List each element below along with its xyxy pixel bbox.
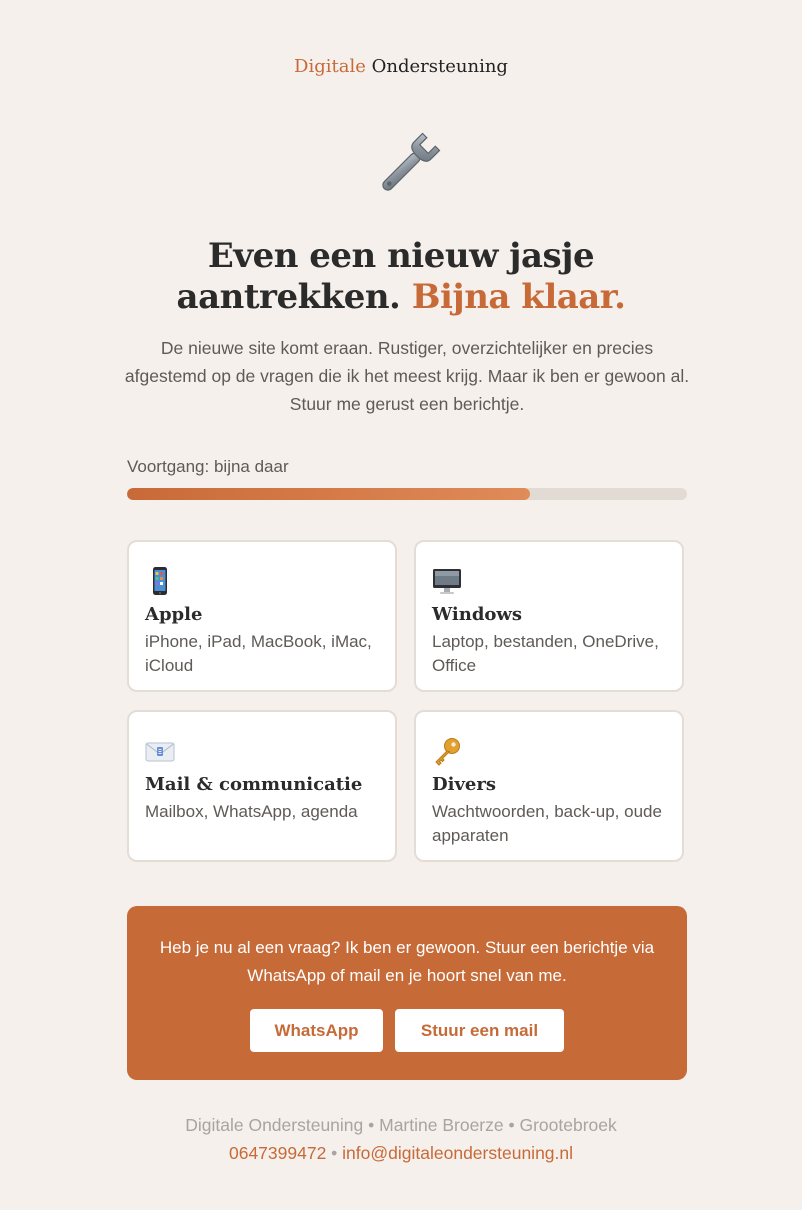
brand-logo[interactable] (0, 56, 802, 77)
whatsapp-button[interactable]: WhatsApp (250, 1009, 383, 1052)
footer-info (0, 1115, 802, 1136)
headline-accent: Bijna klaar. (411, 277, 626, 317)
card-divers[interactable] (414, 710, 684, 862)
smartphone-icon (145, 566, 175, 596)
card-desc: Wachtwoorden, back-up, oude apparaten (432, 802, 662, 845)
intro-text: De nieuwe site komt eraan. Rustiger, overzichtelijker en precies afgestemd op de vragen die ik het meest krijg. Maar ik ben er gewoon al. Stuur me gerust een berichtje. (124, 338, 690, 414)
card-desc: Mailbox, WhatsApp, agenda (145, 802, 358, 821)
key-icon (432, 736, 462, 766)
headline-plain: aantrekken. (176, 277, 401, 317)
page-headline (0, 236, 802, 318)
footer-place: Grootebroek (519, 1115, 617, 1135)
card-desc: iPhone, iPad, MacBook, iMac, iCloud (145, 632, 372, 675)
cta-text: Heb je nu al een vraag? Ik ben er gewoon. Stuur een berichtje via WhatsApp of mail en je hoort snel van me. (159, 938, 655, 985)
card-apple[interactable] (127, 540, 397, 692)
footer-sep: • (503, 1115, 520, 1135)
card-mail[interactable] (127, 710, 397, 862)
brand-second: Ondersteuning (371, 56, 508, 77)
contact-cta (127, 906, 687, 1080)
footer-contact (0, 1143, 802, 1164)
desktop-icon (432, 566, 462, 596)
mail-button[interactable]: Stuur een mail (395, 1009, 564, 1052)
progress-bar (127, 488, 687, 500)
card-title: Divers (432, 774, 496, 795)
footer-name: Digitale Ondersteuning (185, 1115, 364, 1135)
headline-line1: Even een nieuw jasje (207, 236, 595, 276)
footer-person: Martine Broerze (379, 1115, 504, 1135)
footer-sep: • (326, 1143, 343, 1163)
headline-line2 (0, 277, 802, 318)
brand-first: Digitale (294, 56, 366, 77)
phone-link[interactable]: 0647399472 (228, 1143, 327, 1163)
progress-label: Voortgang: bijna daar (127, 457, 289, 476)
footer-sep: • (363, 1115, 380, 1135)
card-desc: Laptop, bestanden, OneDrive, Office (432, 632, 659, 675)
wrench-icon (371, 128, 443, 204)
card-title: Windows (432, 604, 523, 625)
card-title: Mail & communicatie (145, 774, 363, 795)
progress-fill (127, 488, 530, 500)
envelope-icon (145, 736, 175, 766)
email-link[interactable]: info@digitaleondersteuning.nl (342, 1143, 574, 1163)
card-title: Apple (145, 604, 203, 625)
card-windows[interactable] (414, 540, 684, 692)
